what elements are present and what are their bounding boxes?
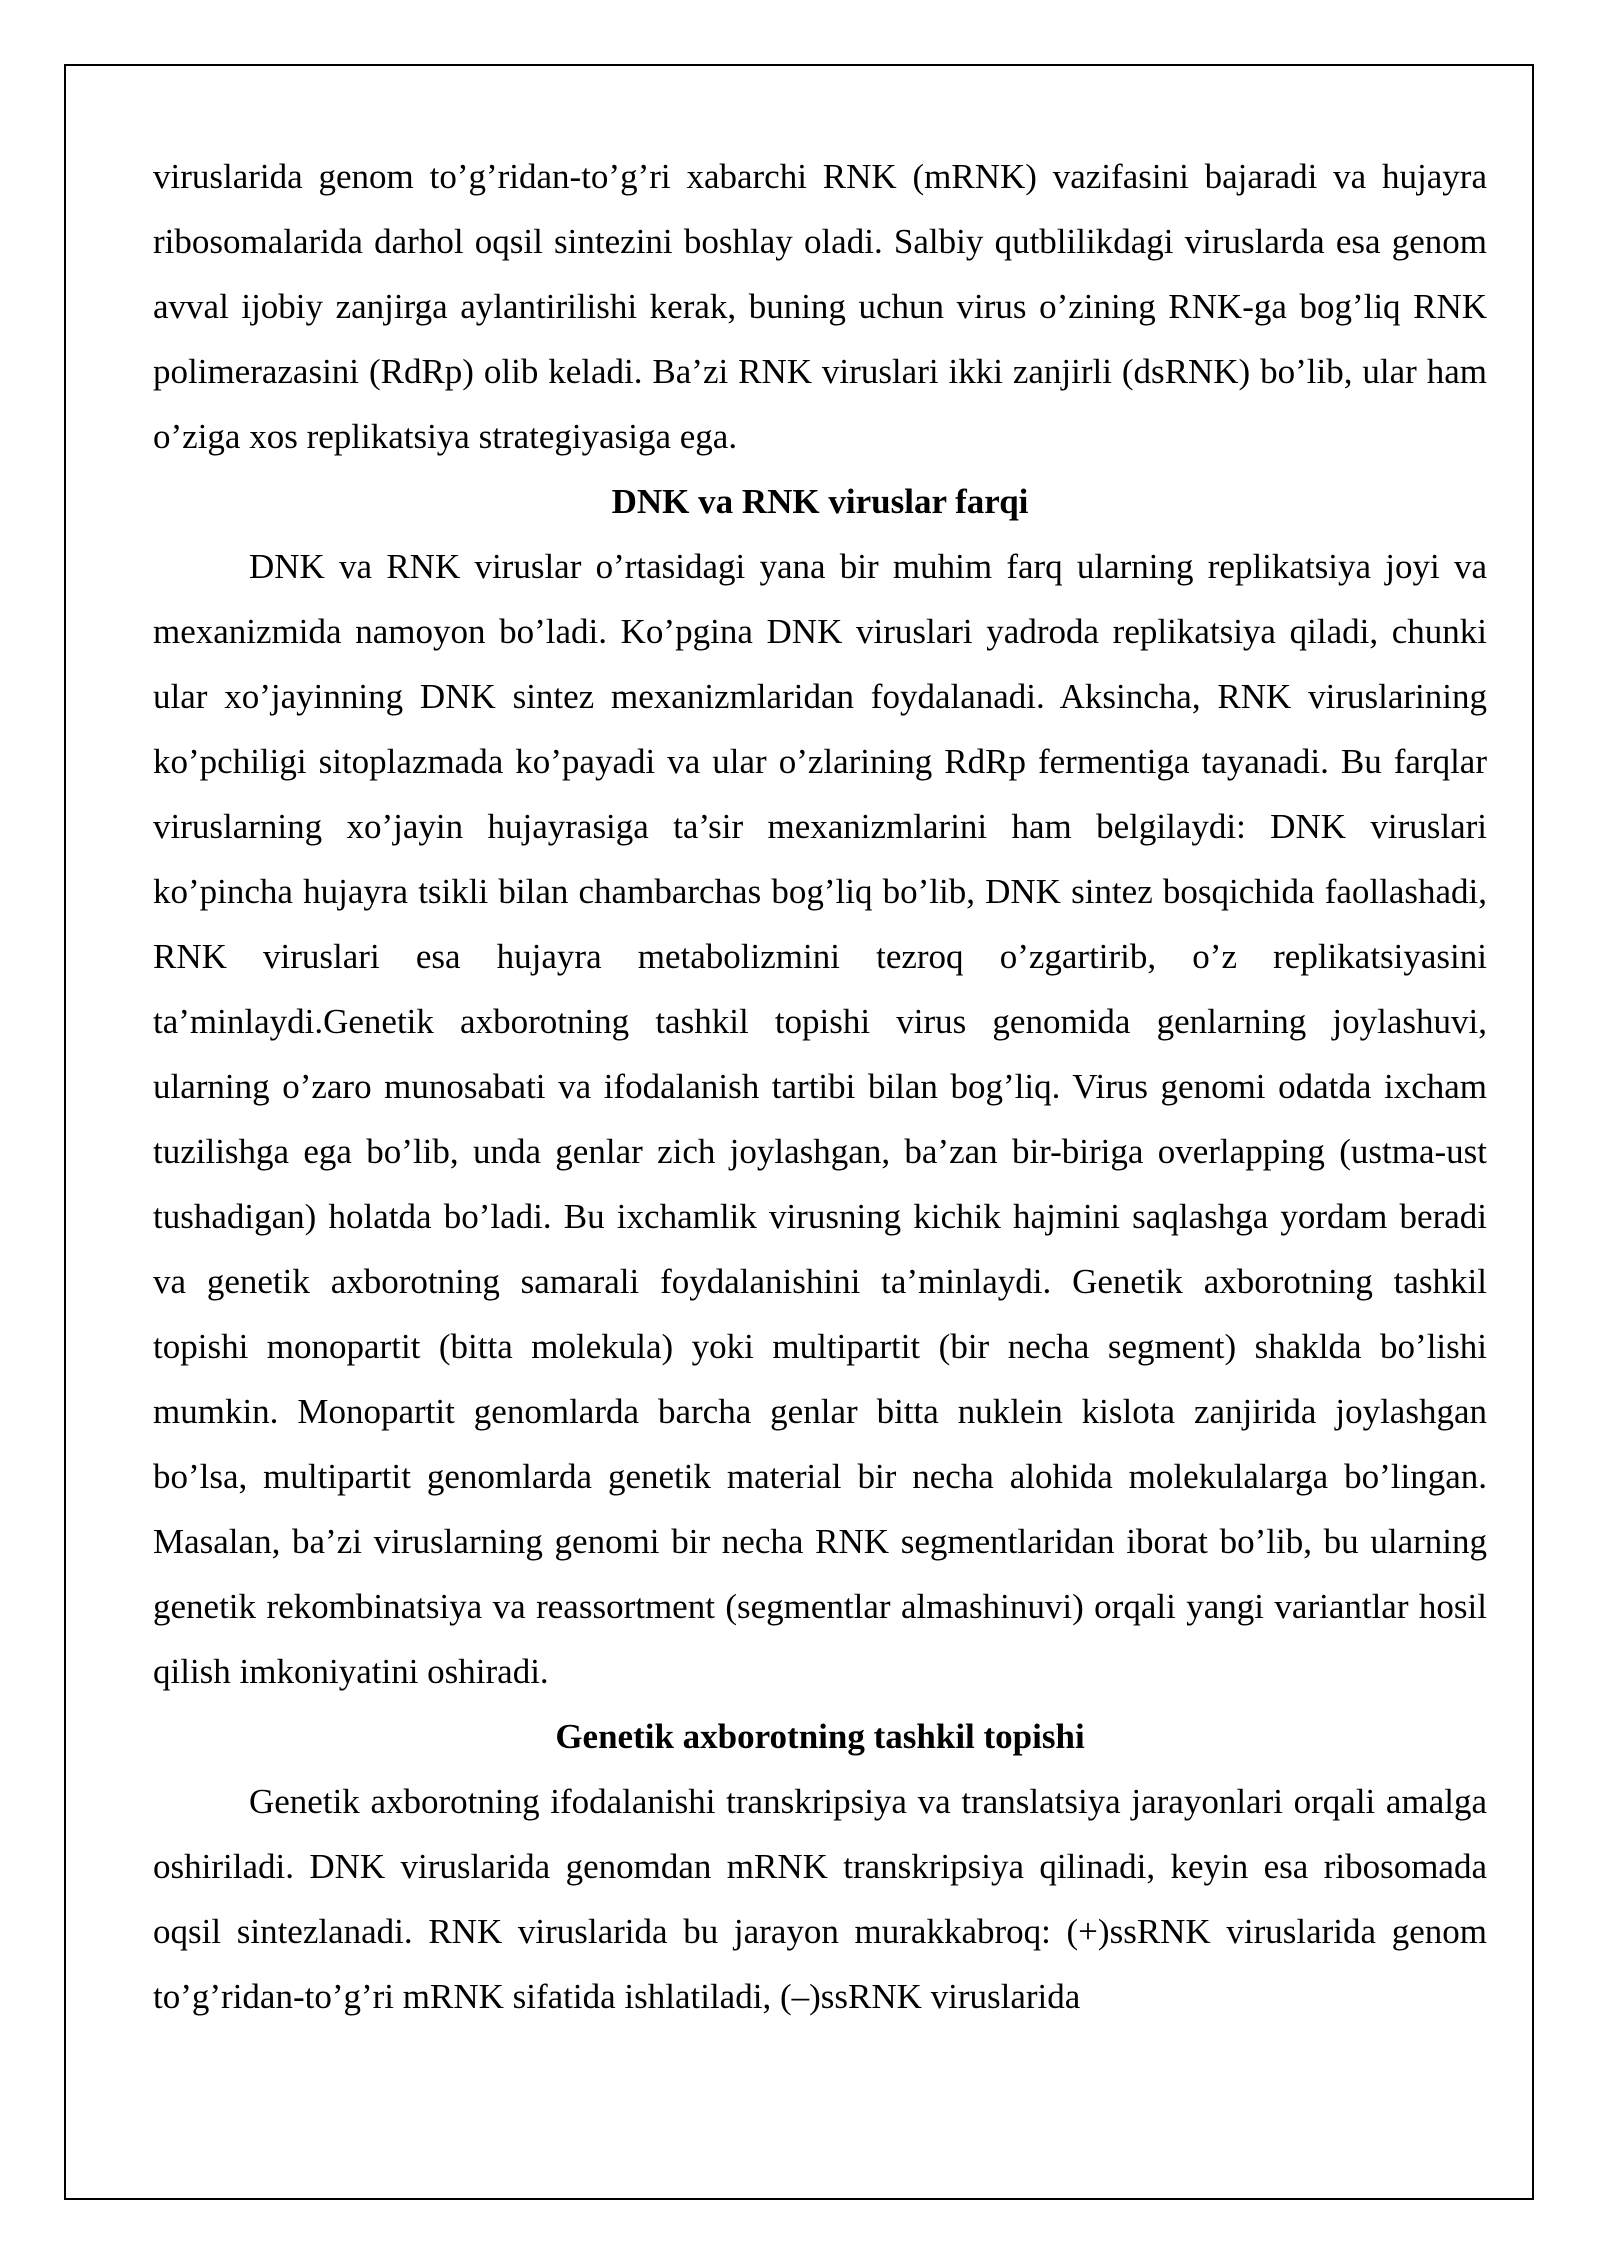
document-body bbox=[153, 144, 1487, 2029]
paragraph-continuation: viruslarida genom to’g’ridan-to’g’ri xabarchi RNK (mRNK) vazifasini bajaradi va hujayra ribosomalarida darhol oqsil sintezini boshlay oladi. Salbiy qutblilikdagi viruslarda esa genom avval ijobiy zanjirga aylantirilishi kerak, buning uchun virus o’zining RNK-ga bog’liq RNK polimerazasini (RdRp) olib keladi. Ba’zi RNK viruslari ikki zanjirli (dsRNK) bo’lib, ular ham o’ziga xos replikatsiya strategiyasiga ega. bbox=[153, 157, 1487, 456]
section-heading-dnk-rnk-differences: DNK va RNK viruslar farqi bbox=[611, 482, 1029, 521]
paragraph-gene-expression: Genetik axborotning ifodalanishi transkripsiya va translatsiya jarayonlari orqali amalga oshiriladi. DNK viruslarida genomdan mRNK transkripsiya qilinadi, keyin esa ribosomada oqsil sintezlanadi. RNK viruslarida bu jarayon murakkabroq: (+)ssRNK viruslarida genom to’g’ridan-to’g’ri mRNK sifatida ishlatiladi, (–)ssRNK viruslarida bbox=[153, 1782, 1487, 2016]
paragraph-replication-differences: DNK va RNK viruslar o’rtasidagi yana bir muhim farq ularning replikatsiya joyi va mexanizmida namoyon bo’ladi. Ko’pgina DNK viruslari yadroda replikatsiya qiladi, chunki ular xo’jayinning DNK sintez mexanizmlaridan foydalanadi. Aksincha, RNK viruslarining ko’pchiligi sitoplazmada ko’payadi va ular o’zlarining RdRp fermentiga tayanadi. Bu farqlar viruslarning xo’jayin hujayrasiga ta’sir mexanizmlarini ham belgilaydi: DNK viruslari ko’pincha hujayra tsikli bilan chambarchas bog’liq bo’lib, DNK sintez bosqichida faollashadi, RNK viruslari esa hujayra metabolizmini tezroq o’zgartirib, o’z replikatsiyasini ta’minlaydi.Genetik axborotning tashkil topishi virus genomida genlarning joylashuvi, ularning o’zaro munosabati va ifodalanish tartibi bilan bog’liq. Virus genomi odatda ixcham tuzilishga ega bo’lib, unda genlar zich joylashgan, ba’zan bir-biriga overlapping (ustma-ust tushadigan) holatda bo’ladi. Bu ixchamlik virusning kichik hajmini saqlashga yordam beradi va genetik axborotning samarali foydalanishini ta’minlaydi. Genetik axborotning tashkil topishi monopartit (bitta molekula) yoki multipartit (bir necha segment) shaklda bo’lishi mumkin. Monopartit genomlarda barcha genlar bitta nuklein kislota zanjirida joylashgan bo’lsa, multipartit genomlarda genetik material bir necha alohida molekulalarga bo’lingan. Masalan, ba’zi viruslarning genomi bir necha RNK segmentlaridan iborat bo’lib, bu ularning genetik rekombinatsiya va reassortment (segmentlar almashinuvi) orqali yangi variantlar hosil qilish imkoniyatini oshiradi. bbox=[153, 547, 1487, 1691]
section-heading-genetic-information-organization: Genetik axborotning tashkil topishi bbox=[555, 1717, 1085, 1756]
